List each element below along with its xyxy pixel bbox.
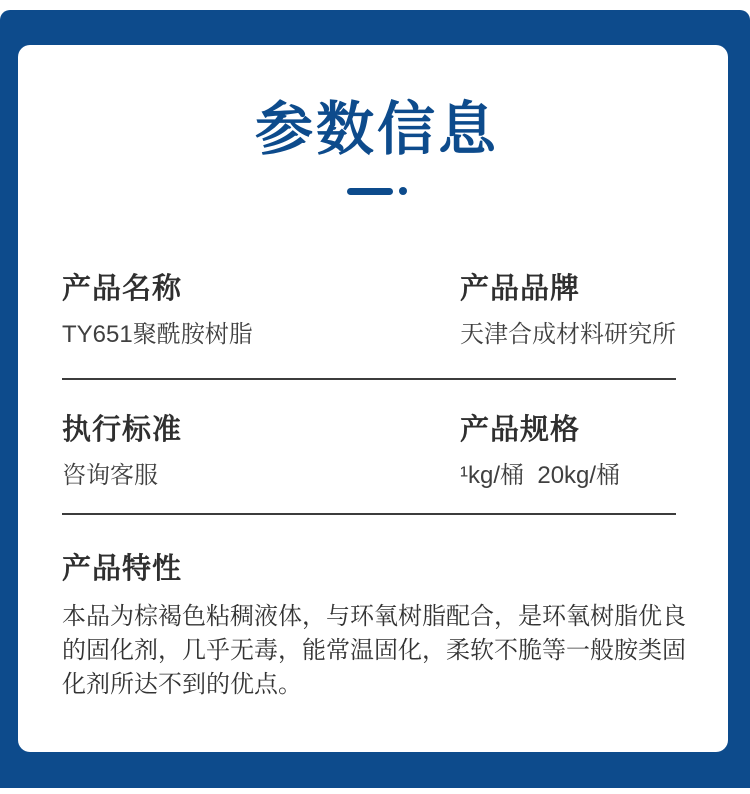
features-paragraph: 本品为棕褐色粘稠液体，与环氧树脂配合，是环氧树脂优良的固化剂，几乎无毒，能常温固化，柔软不脆等一般胺类固化剂所达不到的优点。	[62, 603, 686, 698]
spec-label-specification: 产品规格	[460, 414, 581, 446]
spec-value-product-name: TY651聚酰胺树脂	[62, 321, 253, 348]
page-title: 参数信息	[254, 97, 499, 162]
spec-row-2	[62, 413, 692, 491]
spec-value-brand: 天津合成材料研究所	[460, 321, 676, 348]
spec-item-specification	[460, 413, 692, 491]
spec-label-standard: 执行标准	[62, 414, 183, 446]
parameter-card	[18, 45, 728, 752]
title-underline-dash-icon	[347, 188, 393, 195]
spec-label-product-name: 产品名称	[62, 273, 183, 305]
spec-label-brand: 产品品牌	[460, 273, 581, 305]
features-heading: 产品特性	[62, 553, 183, 585]
spec-value-standard: 咨询客服	[62, 462, 158, 489]
spec-item-product-name	[62, 272, 460, 350]
divider-2	[62, 513, 676, 515]
spec-row-1	[62, 272, 692, 350]
divider-1	[62, 378, 676, 380]
spec-value-specification: ¹kg/桶 20kg/桶	[460, 462, 621, 489]
title-accent	[62, 187, 692, 195]
title-underline-dot-icon	[399, 187, 407, 195]
spec-item-standard	[62, 413, 460, 491]
spec-item-brand	[460, 272, 692, 350]
